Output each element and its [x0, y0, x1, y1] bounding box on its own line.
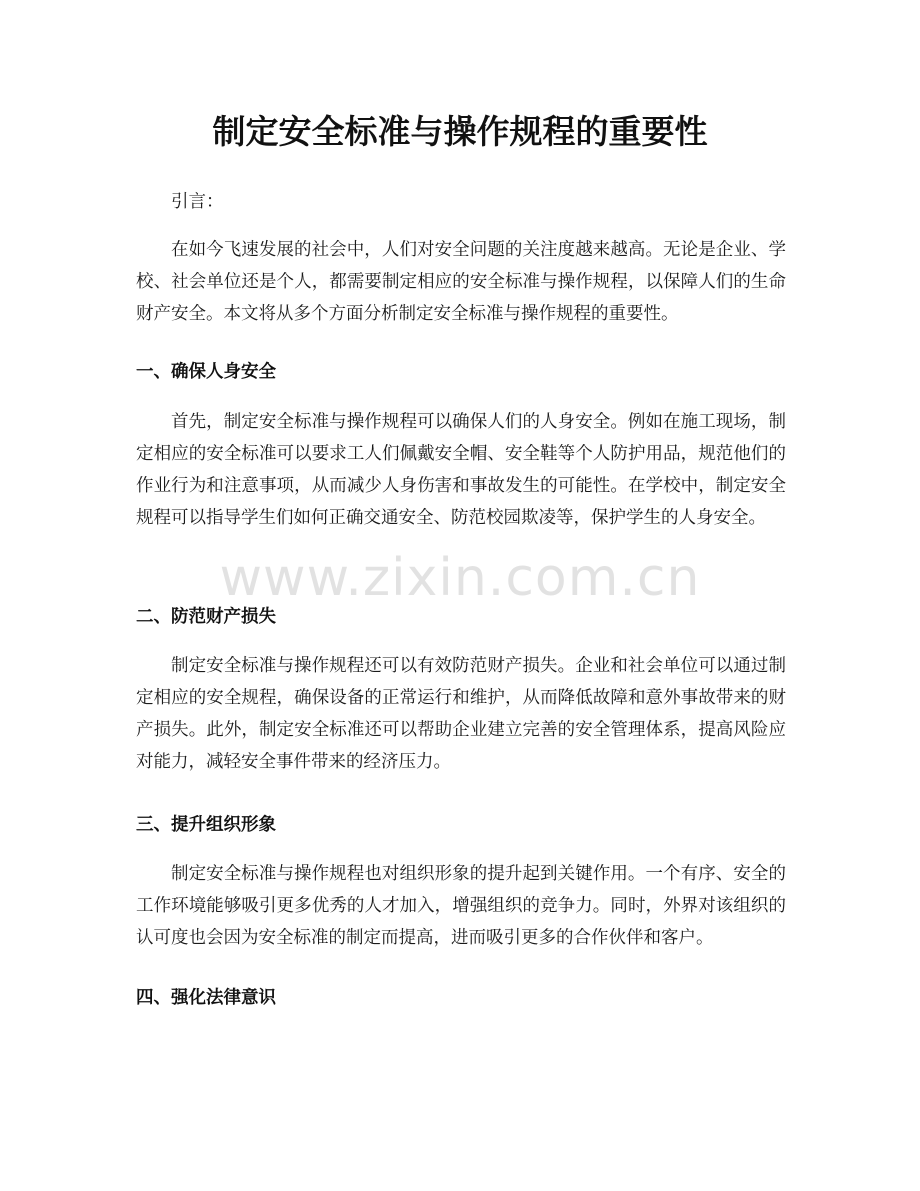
section-paragraph-2: 制定安全标准与操作规程还可以有效防范财产损失。企业和社会单位可以通过制定相应的安全规程，确保设备的正常运行和维护，从而降低故障和意外事故带来的财产损失。此外，制定安全标准还可以帮助企业建立完善的安全管理体系，提高风险应对能力，减轻安全事件带来的经济压力。 — [136, 656, 786, 772]
section-heading-1: 一、确保人身安全 — [136, 362, 276, 382]
section-paragraph-1: 首先，制定安全标准与操作规程可以确保人们的人身安全。例如在施工现场，制定相应的安全标准可以要求工人们佩戴安全帽、安全鞋等个人防护用品，规范他们的作业行为和注意事项，从而减少人身伤害和事故发生的可能性。在学校中，制定安全规程可以指导学生们如何正确交通安全、防范校园欺凌等，保护学生的人身安全。 — [136, 412, 786, 528]
section-heading-2: 二、防范财产损失 — [136, 607, 276, 627]
watermark: www.zixin.com.cn — [219, 548, 701, 608]
intro-label: 引言： — [171, 192, 224, 212]
section-heading-4: 四、强化法律意识 — [136, 988, 276, 1008]
document-title: 制定安全标准与操作规程的重要性 — [212, 112, 708, 151]
section-paragraph-3: 制定安全标准与操作规程也对组织形象的提升起到关键作用。一个有序、安全的工作环境能够吸引更多优秀的人才加入，增强组织的竞争力。同时，外界对该组织的认可度也会因为安全标准的制定而提高，进而吸引更多的合作伙伴和客户。 — [136, 864, 786, 948]
intro-paragraph: 在如今飞速发展的社会中，人们对安全问题的关注度越来越高。无论是企业、学校、社会单位还是个人，都需要制定相应的安全标准与操作规程，以保障人们的生命财产安全。本文将从多个方面分析制定安全标准与操作规程的重要性。 — [136, 240, 786, 324]
section-heading-3: 三、提升组织形象 — [136, 815, 276, 835]
